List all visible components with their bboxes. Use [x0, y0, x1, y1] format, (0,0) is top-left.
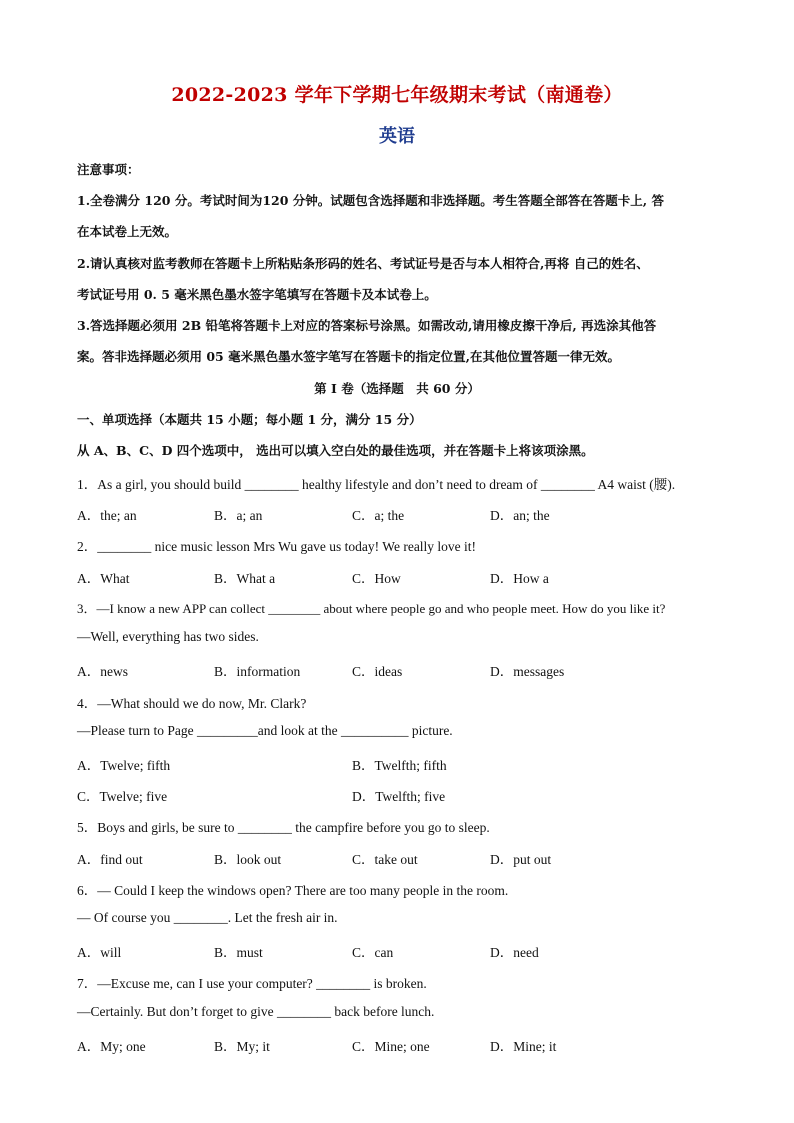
- option-d: D．Mine; it: [490, 1039, 557, 1054]
- option-a: A．My; one: [77, 1039, 146, 1054]
- option-d: D．Twelfth; five: [352, 789, 446, 804]
- option-c: C．can: [352, 945, 394, 960]
- question-stem: —Well, everything has two sides.: [77, 629, 259, 644]
- notice-line: 案。答非选择题必须用 05 毫米黑色墨水签字笔写在答题卡的指定位置,在其他位置答题一律无效。: [77, 349, 620, 364]
- option-b: B．My; it: [214, 1039, 270, 1054]
- option-b: B．Twelfth; fifth: [352, 758, 447, 773]
- question-stem: 2．________ nice music lesson Mrs Wu gave us today! We really love it!: [77, 539, 477, 554]
- option-c: C．How: [352, 571, 401, 586]
- option-b: B．look out: [214, 852, 282, 867]
- option-b: B．What a: [214, 571, 276, 586]
- notice-line: 考试证号用 0. 5 毫米黑色墨水签字笔填写在答题卡及本试卷上。: [77, 287, 437, 302]
- notice-line: 在本试卷上无效。: [77, 224, 178, 239]
- question-stem: 3．—I know a new APP can collect ________ about where people go and who people meet. How do you like it?: [77, 601, 666, 616]
- option-d: D．How a: [490, 571, 549, 586]
- section-instruction: 从 A、B、C、D 四个选项中， 选出可以填入空白处的最佳选项，并在答题卡上将该项涂黑。: [77, 443, 594, 458]
- option-c: C．a; the: [352, 508, 405, 523]
- option-d: D．messages: [490, 664, 565, 679]
- option-d: D．need: [490, 945, 539, 960]
- option-a: A．Twelve; fifth: [77, 758, 171, 773]
- question-stem: —Certainly. But don’t forget to give ________ back before lunch.: [77, 1004, 435, 1019]
- option-b: B．must: [214, 945, 263, 960]
- question-stem: 7．—Excuse me, can I use your computer? ________ is broken.: [77, 976, 427, 991]
- option-c: C．ideas: [352, 664, 403, 679]
- option-a: A．will: [77, 945, 122, 960]
- option-c: C．Twelve; five: [77, 789, 168, 804]
- question-stem: 4．—What should we do now, Mr. Clark?: [77, 696, 307, 711]
- question-stem: 5．Boys and girls, be sure to ________ the campfire before you go to sleep.: [77, 820, 490, 835]
- option-c: C．take out: [352, 852, 418, 867]
- option-a: A．the; an: [77, 508, 137, 523]
- exam-subject: 英语: [379, 126, 415, 147]
- option-a: A．find out: [77, 852, 143, 867]
- notice-line: 2.请认真核对监考教师在答题卡上所粘贴条形码的姓名、考试证号是否与本人相符合,再将 自己的姓名、: [77, 256, 649, 271]
- option-d: D．an; the: [490, 508, 550, 523]
- section-heading: 一、单项选择（本题共 15 小题；每小题 1 分，满分 15 分）: [77, 412, 422, 427]
- question-stem: 1．As a girl, you should build ________ healthy lifestyle and don’t need to dream of ________ A4 waist (腰).: [77, 477, 676, 492]
- question-stem: 6．— Could I keep the windows open? There are too many people in the room.: [77, 883, 509, 898]
- option-a: A．What: [77, 571, 130, 586]
- option-b: B．a; an: [214, 508, 263, 523]
- question-stem: — Of course you ________. Let the fresh air in.: [77, 910, 338, 925]
- option-c: C．Mine; one: [352, 1039, 430, 1054]
- option-d: D．put out: [490, 852, 552, 867]
- notice-heading: 注意事项：: [77, 162, 140, 177]
- option-b: B．information: [214, 664, 301, 679]
- question-stem: —Please turn to Page _________and look at the __________ picture.: [77, 723, 453, 738]
- option-a: A．news: [77, 664, 128, 679]
- part-title: 第 I 卷（选择题 共 60 分）: [314, 381, 480, 396]
- notice-line: 3.答选择题必须用 2B 铅笔将答题卡上对应的答案标号涂黑。如需改动,请用橡皮擦干净后, 再选涂其他答: [77, 318, 657, 333]
- exam-title: 2022-2023 学年下学期七年级期末考试（南通卷）: [171, 84, 623, 106]
- notice-line: 1.全卷满分 120 分。考试时间为120 分钟。试题包含选择题和非选择题。考生答题全部答在答题卡上, 答: [77, 193, 664, 208]
